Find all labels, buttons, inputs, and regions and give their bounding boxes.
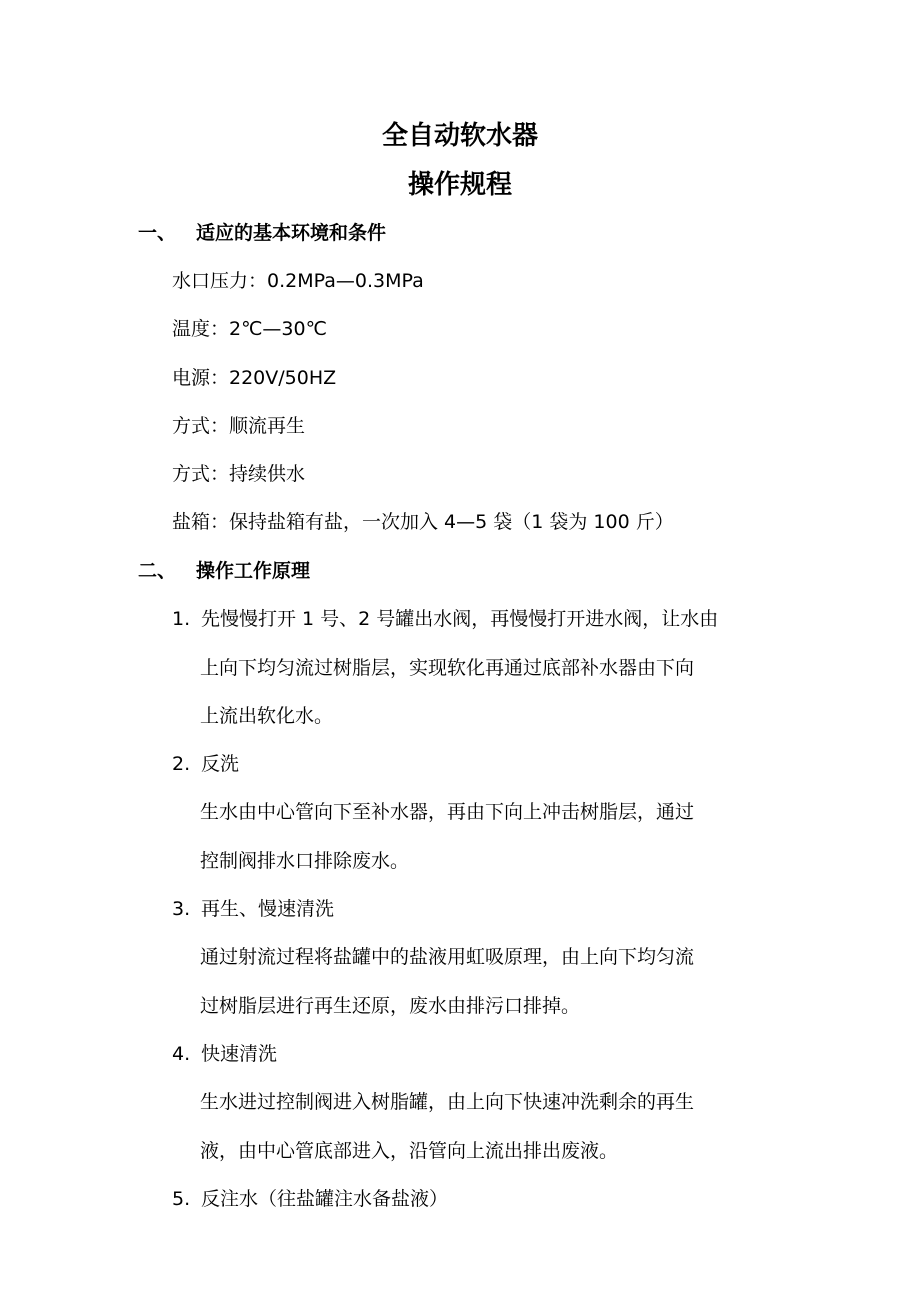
item-number: 2. xyxy=(172,753,191,775)
condition-mode-regeneration: 方式：顺流再生 xyxy=(172,415,306,437)
document-title: 全自动软水器 xyxy=(381,121,538,151)
condition-salt-tank: 盐箱：保持盐箱有盐，一次加入 4—5 袋（1 袋为 100 斤） xyxy=(172,511,674,533)
list-item-2 xyxy=(172,751,239,777)
item-text: 液，由中心管底部进入，沿管向上流出排出废液。 xyxy=(200,1140,619,1162)
list-item-3 xyxy=(172,896,334,922)
section-title: 操作工作原理 xyxy=(196,560,311,582)
condition-power: 电源：220V/50HZ xyxy=(172,367,337,389)
item-number: 1. xyxy=(172,608,191,630)
section-number: 二、 xyxy=(138,560,177,582)
condition-temperature: 温度：2℃—30℃ xyxy=(172,318,327,340)
list-item-1 xyxy=(172,606,718,632)
item-number: 5. xyxy=(172,1188,191,1210)
item-title: 反注水（往盐罐注水备盐液） xyxy=(201,1188,449,1210)
item-title: 反洗 xyxy=(201,753,240,775)
item-number: 3. xyxy=(172,898,191,920)
section-heading-1 xyxy=(138,220,386,246)
item-text: 先慢慢打开 1 号、2 号罐出水阀，再慢慢打开进水阀，让水由 xyxy=(201,608,719,630)
section-heading-2 xyxy=(138,558,310,584)
list-item-4 xyxy=(172,1041,277,1067)
item-title: 快速清洗 xyxy=(201,1043,278,1065)
list-item-5 xyxy=(172,1186,448,1212)
item-number: 4. xyxy=(172,1043,191,1065)
item-text: 过树脂层进行再生还原，废水由排污口排掉。 xyxy=(200,995,581,1017)
condition-water-pressure: 水口压力：0.2MPa—0.3MPa xyxy=(172,270,424,292)
item-text: 上向下均匀流过树脂层，实现软化再通过底部补水器由下向 xyxy=(200,657,695,679)
item-title: 再生、慢速清洗 xyxy=(201,898,335,920)
document-subtitle: 操作规程 xyxy=(407,170,512,200)
item-text: 生水进过控制阀进入树脂罐，由上向下快速冲洗剩余的再生 xyxy=(200,1091,695,1113)
item-text: 通过射流过程将盐罐中的盐液用虹吸原理，由上向下均匀流 xyxy=(200,946,695,968)
section-number: 一、 xyxy=(138,222,177,244)
item-text: 控制阀排水口排除废水。 xyxy=(200,850,410,872)
item-text: 生水由中心管向下至补水器，再由下向上冲击树脂层，通过 xyxy=(200,801,695,823)
condition-mode-supply: 方式：持续供水 xyxy=(172,463,306,485)
section-title: 适应的基本环境和条件 xyxy=(196,222,387,244)
item-text: 上流出软化水。 xyxy=(200,705,334,727)
